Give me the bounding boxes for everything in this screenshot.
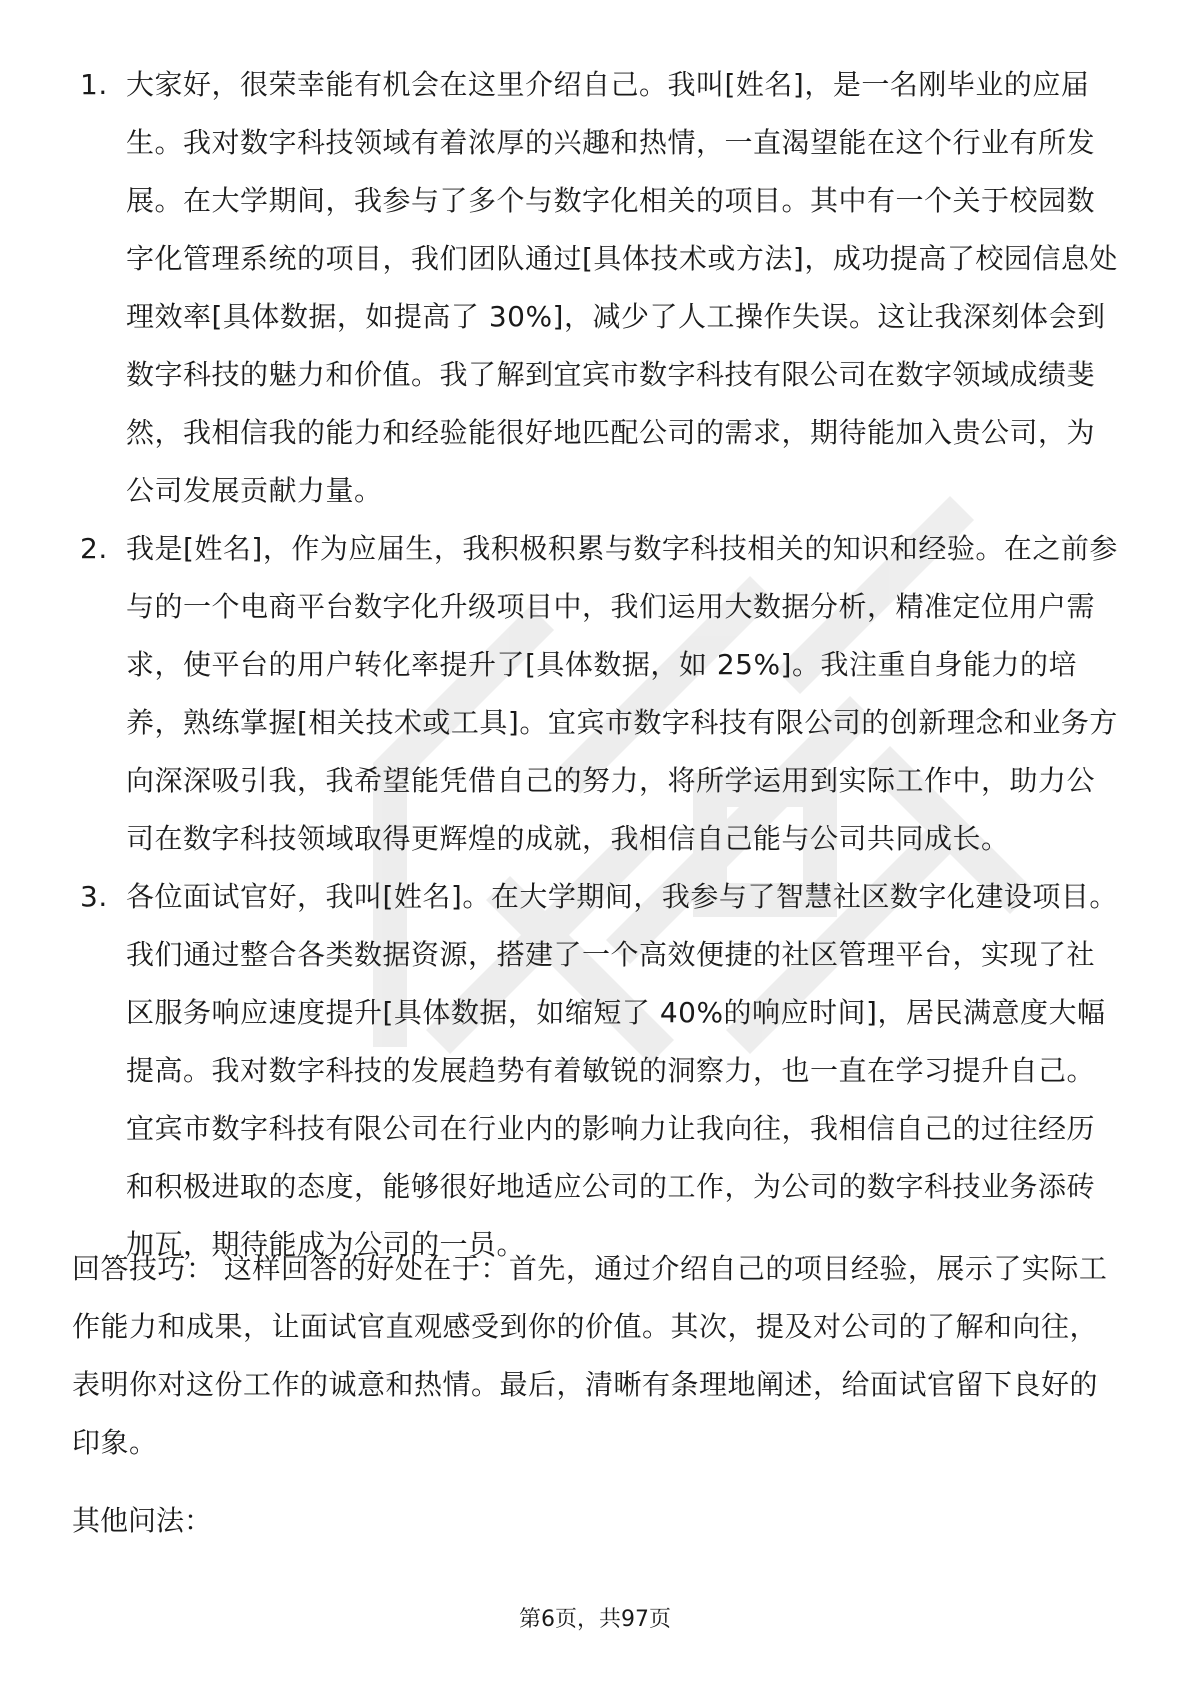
answer-text: 我是[姓名]，作为应届生，我积极积累与数字科技相关的知识和经验。在之前参与的一个电商平台数字化升级项目中，我们运用大数据分析，精准定位用户需求，使平台的用户转化率提升了[具体数据，如 25%]。我注重自身能力的培养，熟练掌握[相关技术或工具]。宜宾市数字科技有限公司的创新理念和业务方向深深吸引我，我希望能凭借自己的努力，将所学运用到实际工作中，助力公司在数字科技领域取得更辉煌的成就，我相信自己能与公司共同成长。 (126, 532, 1118, 855)
answer-item-3 (80, 868, 1120, 1274)
list-number: 2. (80, 532, 108, 565)
answer-tips-paragraph: 回答技巧： 这样回答的好处在于：首先，通过介绍自己的项目经验，展示了实际工作能力和成果，让面试官直观感受到你的价值。其次，提及对公司的了解和向往，表明你对这份工作的诚意和热情。最后，清晰有条理地阐述，给面试官留下良好的印象。 (72, 1252, 1108, 1459)
other-questions-heading: 其他问法： (72, 1504, 213, 1537)
page-number-footer: 第6页，共97页 (519, 1607, 671, 1632)
answer-list (80, 56, 1120, 1274)
answer-text: 各位面试官好，我叫[姓名]。在大学期间，我参与了智慧社区数字化建设项目。我们通过整合各类数据资源，搭建了一个高效便捷的社区管理平台，实现了社区服务响应速度提升[具体数据，如缩短了 40%的响应时间]，居民满意度大幅提高。我对数字科技的发展趋势有着敏锐的洞察力，也一直在学习提升自己。宜宾市数字科技有限公司在行业内的影响力让我向往，我相信自己的过往经历和积极进取的态度，能够很好地适应公司的工作，为公司的数字科技业务添砖加瓦，期待能成为公司的一员。 (126, 880, 1118, 1261)
answer-text: 大家好，很荣幸能有机会在这里介绍自己。我叫[姓名]，是一名刚毕业的应届生。我对数字科技领域有着浓厚的兴趣和热情，一直渴望能在这个行业有所发展。在大学期间，我参与了多个与数字化相关的项目。其中有一个关于校园数字化管理系统的项目，我们团队通过[具体技术或方法]，成功提高了校园信息处理效率[具体数据，如提高了 30%]，减少了人工操作失误。这让我深刻体会到数字科技的魅力和价值。我了解到宜宾市数字科技有限公司在数字领域成绩斐然，我相信我的能力和经验能很好地匹配公司的需求，期待能加入贵公司，为公司发展贡献力量。 (126, 68, 1118, 507)
list-number: 3. (80, 880, 108, 913)
answer-item-2 (80, 520, 1120, 868)
answer-item-1 (80, 56, 1120, 520)
list-number: 1. (80, 68, 108, 101)
